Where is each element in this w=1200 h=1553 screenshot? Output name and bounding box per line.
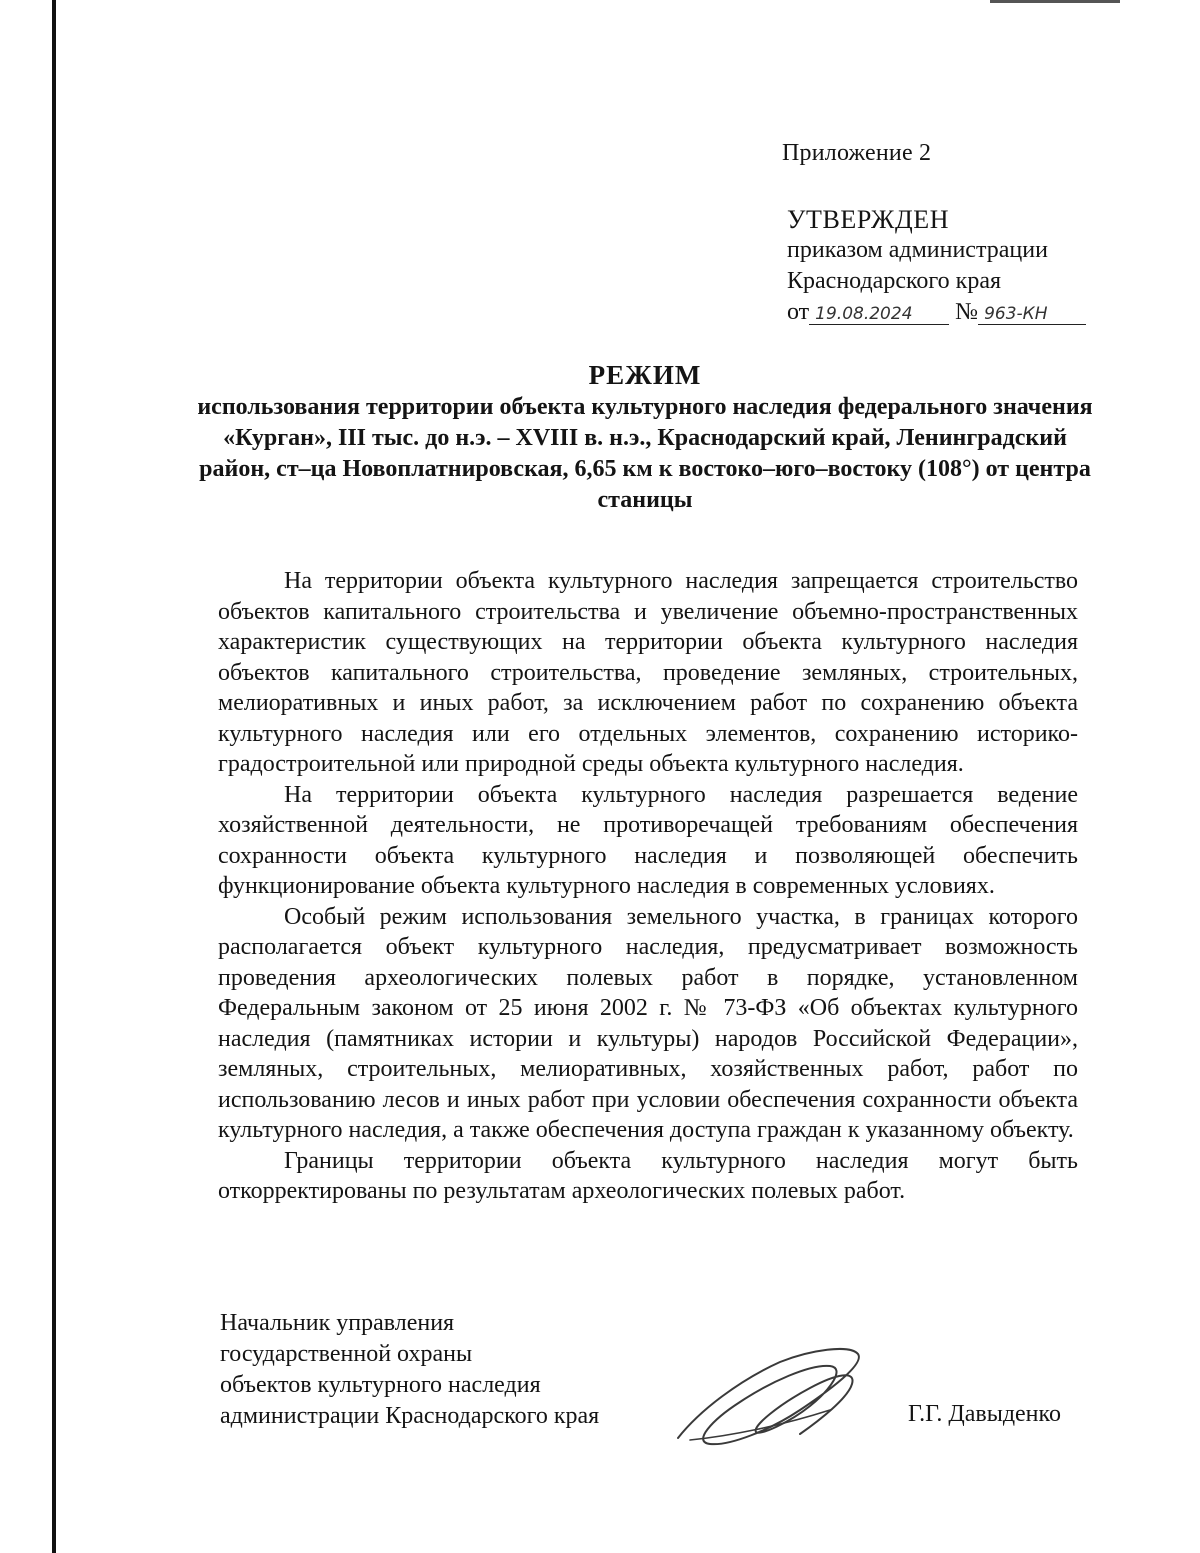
approval-line-2: Краснодарского края [787,268,1002,294]
signatory-position-line-4: администрации Краснодарского края [220,1403,600,1429]
document-title: РЕЖИМ [588,360,702,390]
paragraph-special-regime: Особый режим использования земельного участка, в границах которого располагается объект культурного наследия, предусматривает возможность проведения археологических полевых работ в порядке, установленном Федеральным законом от 25 июня 2002 г. № 73-ФЗ «Об объектах культурного наследия (памятниках истории и культуры) народов Российской Федерации», земляных, строительных, мелиоративных, хозяйственных работ, работ по использованию лесов и иных работ при условии обеспечения сохранности объекта культурного наследия, а также обеспечения доступа граждан к указанному объекту. [218,903,1078,1143]
approval-line-1: приказом администрации [787,237,1048,263]
handwritten-date: 19.08.2024 [809,304,949,325]
signatory-position-line-2: государственной охраны [220,1341,473,1367]
signatory-name: Г.Г. Давыденко [908,1401,1061,1427]
approval-heading: УТВЕРЖДЕН [787,205,950,234]
signatory-position-line-1: Начальник управления [220,1310,455,1336]
handwritten-signature [660,1340,900,1460]
number-label: № [955,299,979,325]
appendix-label: Приложение 2 [782,140,932,166]
from-label: от [787,299,810,325]
document-body [218,566,1078,1207]
paragraph-boundaries: Границы территории объекта культурного наследия могут быть откорректированы по результатам археологических полевых работ. [218,1147,1078,1204]
top-edge-mark [990,0,1120,6]
paragraph-prohibitions: На территории объекта культурного наследия запрещается строительство объектов капитального строительства и увеличение объемно-пространственных характеристик существующих на территории объекта культурного наследия объектов капитального строительства, проведение земляных, строительных, мелиоративных и иных работ, за исключением работ по сохранению объекта культурного наследия или его отдельных элементов, сохранению историко-градостроительной или природной среды объекта культурного наследия. [218,568,1078,777]
document-title-block [190,358,1100,516]
paragraph-permitted-activity: На территории объекта культурного наследия разрешается ведение хозяйственной деятельности, не противоречащей требованиям обеспечения сохранности объекта культурного наследия и позволяющей обеспечить функционирование объекта культурного наследия в современных условиях. [218,781,1078,899]
signatory-position-line-3: объектов культурного наследия [220,1372,541,1398]
document-subtitle: использования территории объекта культурного наследия федерального значения «Курган», III тыс. до н.э. – XVIII в. н.э., Краснодарский край, Ленинградский район, ст–ца Новоплатнировская, 6,65 км к востоко–юго–востоку (108°) от центра станицы [197,394,1093,513]
handwritten-number: 963-КН [978,304,1086,325]
approval-date-line [787,297,1086,328]
approval-stamp-block [787,204,1086,328]
page-edge-line [52,0,56,1553]
